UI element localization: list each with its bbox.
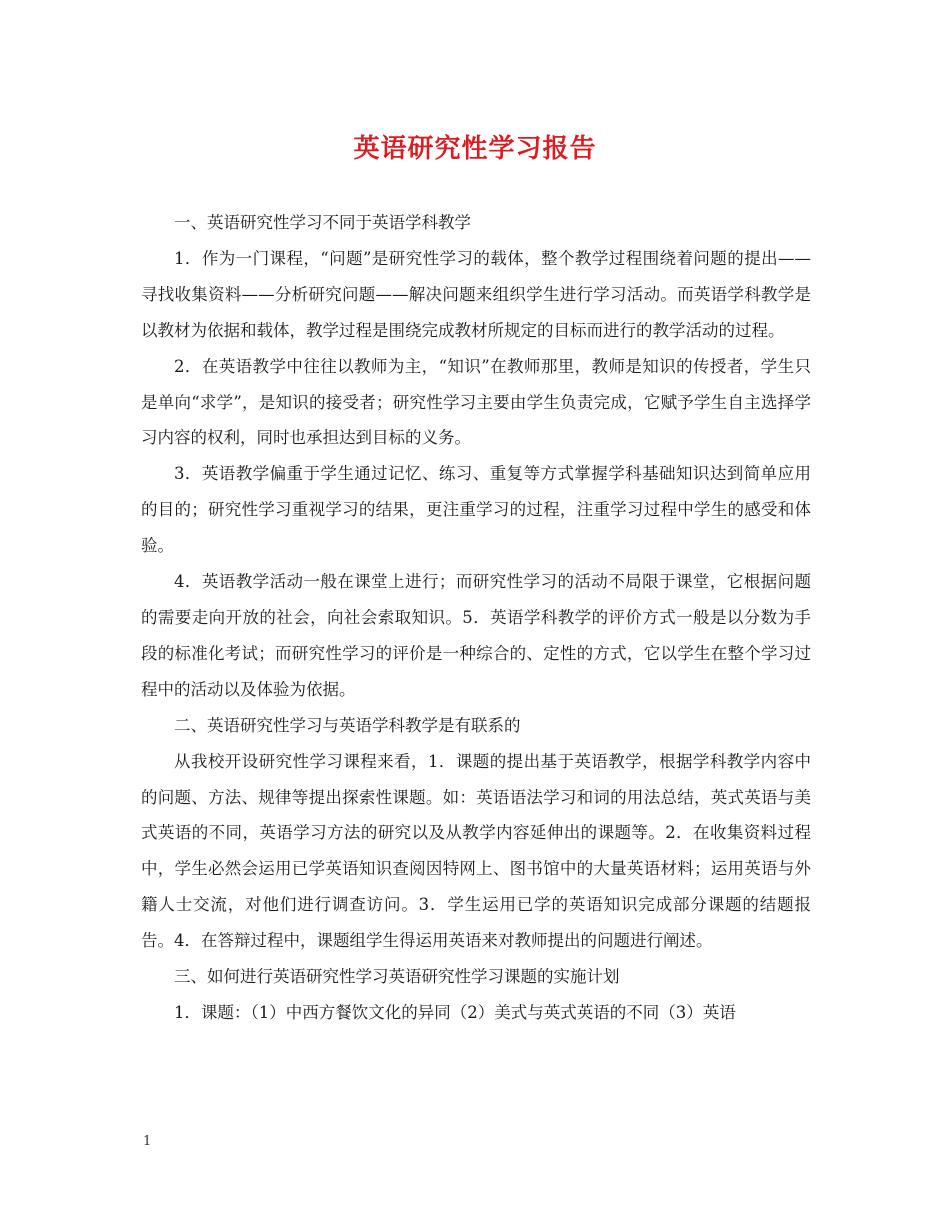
section-heading-3: 三、如何进行英语研究性学习英语研究性学习课题的实施计划: [174, 967, 620, 987]
document-title: 英语研究性学习报告: [353, 134, 597, 164]
paragraph: 1．课题：（1）中西方餐饮文化的异同（2）美式与英式英语的不同（3）英语: [174, 1002, 736, 1022]
document-body: [141, 205, 811, 1031]
paragraph: 从我校开设研究性学习课程来看，1．课题的提出基于英语教学，根据学科教学内容中的问题、方法、规律等提出探索性课题。如：英语语法学习和词的用法总结，英式英语与美式英语的不同，英语学习方法的研究以及从教学内容延伸出的课题等。2．在收集资料过程中，学生必然会运用已学英语知识查阅因特网上、图书馆中的大量英语材料；运用英语与外籍人士交流，对他们进行调查访问。3．学生运用已学的英语知识完成部分课题的结题报告。4．在答辩过程中，课题组学生得运用英语来对教师提出的问题进行阐述。: [141, 751, 811, 951]
paragraph: 3．英语教学偏重于学生通过记忆、练习、重复等方式掌握学科基础知识达到简单应用的目的；研究性学习重视学习的结果，更注重学习的过程，注重学习过程中学生的感受和体验。: [141, 464, 811, 556]
paragraph: 1．作为一门课程，“问题”是研究性学习的载体，整个教学过程围绕着问题的提出——寻找收集资料——分析研究问题——解决问题来组织学生进行学习活动。而英语学科教学是以教材为依据和载体，教学过程是围绕完成教材所规定的目标而进行的教学活动的过程。: [141, 248, 811, 340]
section-heading-2: 二、英语研究性学习与英语学科教学是有联系的: [174, 715, 521, 735]
section-heading-1: 一、英语研究性学习不同于英语学科教学: [174, 213, 471, 232]
paragraph: 2．在英语教学中往往以教师为主，“知识”在教师那里，教师是知识的传授者，学生只是单向“求学”，是知识的接受者；研究性学习主要由学生负责完成，它赋予学生自主选择学习内容的权利，同时也承担达到目标的义务。: [141, 356, 811, 448]
page-number: 1: [143, 1134, 152, 1149]
paragraph: 4．英语教学活动一般在课堂上进行；而研究性学习的活动不局限于课堂，它根据问题的需要走向开放的社会，向社会索取知识。5．英语学科教学的评价方式一般是以分数为手段的标准化考试；而研究性学习的评价是一种综合的、定性的方式，它以学生在整个学习过程中的活动以及体验为依据。: [141, 572, 811, 699]
